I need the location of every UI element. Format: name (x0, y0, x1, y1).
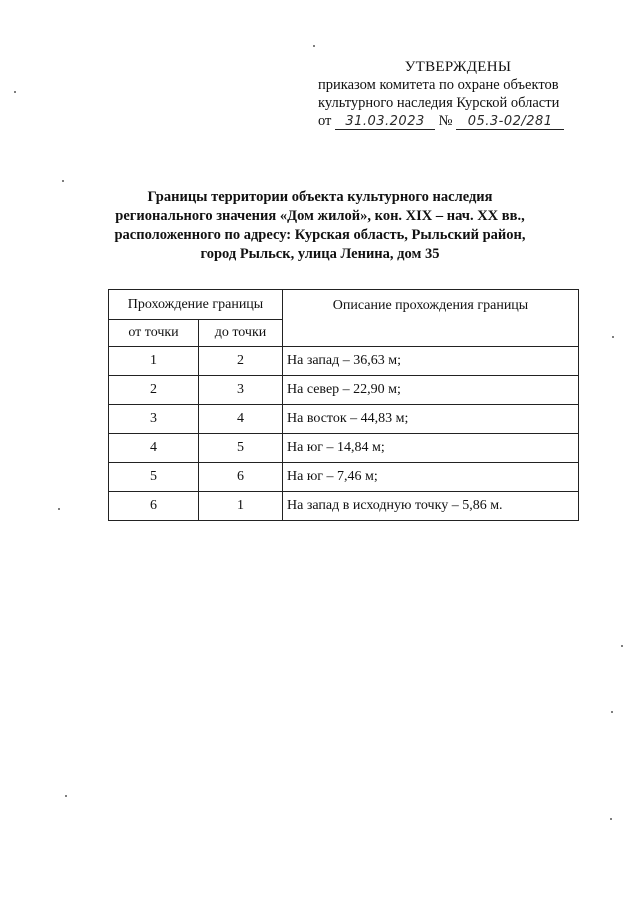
cell-description: На юг – 7,46 м; (283, 463, 579, 492)
cell-from: 5 (109, 463, 199, 492)
cell-from: 2 (109, 376, 199, 405)
scan-speck (58, 508, 60, 510)
table-row (109, 405, 579, 434)
document-title (90, 188, 550, 264)
scan-speck (313, 45, 315, 47)
cell-to: 6 (199, 463, 283, 492)
header-to-point: до точки (199, 320, 283, 347)
approval-date: 31.03.2023 (335, 115, 435, 130)
approval-order-line (318, 112, 588, 130)
table-header-row (109, 290, 579, 320)
title-line-1: Границы территории объекта культурного наследия (147, 189, 493, 205)
cell-from: 4 (109, 434, 199, 463)
scan-speck (62, 180, 64, 182)
cell-to: 4 (199, 405, 283, 434)
cell-to: 1 (199, 492, 283, 521)
header-from-point: от точки (109, 320, 199, 347)
title-line-4: город Рыльск, улица Ленина, дом 35 (200, 246, 440, 262)
table-row (109, 492, 579, 521)
approval-block (318, 58, 588, 130)
scan-speck (65, 795, 67, 797)
header-description: Описание прохождения границы (283, 290, 579, 347)
approval-from-label: от (318, 113, 332, 129)
title-line-2: регионального значения «Дом жилой», кон. XIX – нач. XX вв., (115, 208, 525, 224)
table-row (109, 347, 579, 376)
cell-description: На запад – 36,63 м; (283, 347, 579, 376)
boundary-table (108, 289, 579, 521)
table-row (109, 463, 579, 492)
approval-number-label: № (438, 113, 453, 129)
cell-to: 2 (199, 347, 283, 376)
approval-title: УТВЕРЖДЕНЫ (404, 59, 512, 75)
cell-from: 1 (109, 347, 199, 376)
cell-to: 3 (199, 376, 283, 405)
cell-to: 5 (199, 434, 283, 463)
scan-speck (610, 818, 612, 820)
scan-speck (14, 91, 16, 93)
approval-number: 05.3-02/281 (456, 115, 564, 130)
approval-line-1: приказом комитета по охране объектов (318, 77, 559, 93)
cell-description: На восток – 44,83 м; (283, 405, 579, 434)
header-boundary: Прохождение границы (109, 290, 283, 320)
table-row (109, 434, 579, 463)
table-row (109, 376, 579, 405)
cell-description: На север – 22,90 м; (283, 376, 579, 405)
cell-from: 6 (109, 492, 199, 521)
cell-description: На запад в исходную точку – 5,86 м. (283, 492, 579, 521)
scan-speck (621, 645, 623, 647)
approval-line-2: культурного наследия Курской области (318, 95, 560, 111)
cell-from: 3 (109, 405, 199, 434)
scan-speck (612, 336, 614, 338)
title-line-3: расположенного по адресу: Курская область, Рыльский район, (114, 227, 526, 243)
scan-speck (611, 711, 613, 713)
cell-description: На юг – 14,84 м; (283, 434, 579, 463)
